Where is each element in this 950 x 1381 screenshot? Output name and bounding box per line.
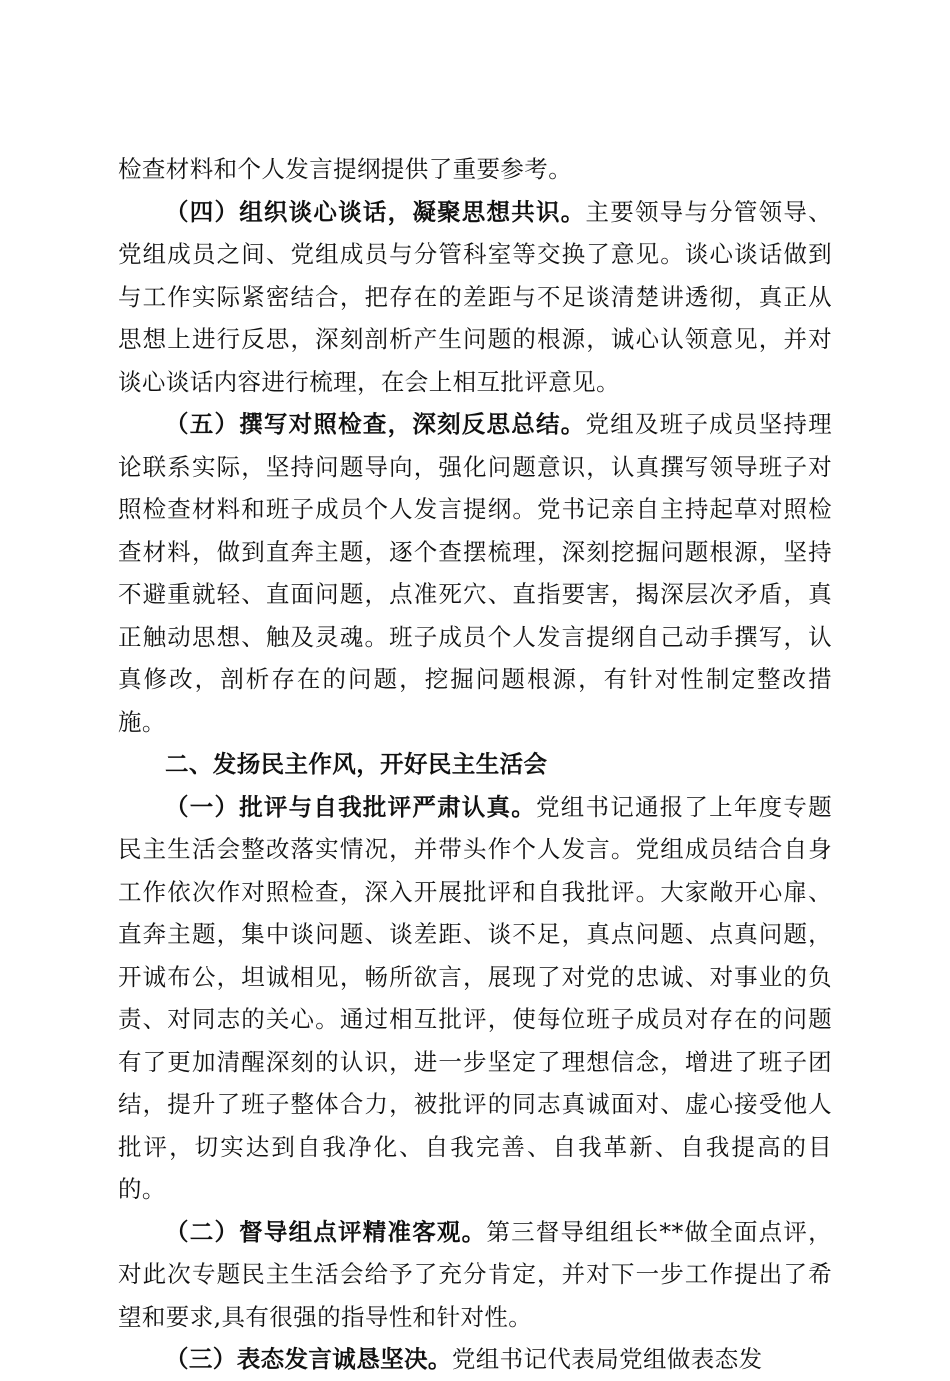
- sub-one-body: 党组书记通报了上年度专题民主生活会整改落实情况，并带头作个人发言。党组成员结合自身工作依次作对照检查，深入开展批评和自我批评。大家敞开心扉、直奔主题，集中谈问题、谈差距、谈不足，真点问题、点真问题，开诚布公，坦诚相见，畅所欲言，展现了对党的忠诚、对事业的负责、对同志的关心。通过相互批评，使每位班子成员对存在的问题有了更加清醒深刻的认识，进一步坚定了理想信念，增进了班子团结，提升了班子整体合力，被批评的同志真诚面对、虚心接受他人批评，切实达到自我净化、自我完善、自我革新、自我提高的目的。: [118, 792, 832, 1203]
- paragraph-sub-two: [118, 1211, 832, 1339]
- paragraph-sub-one: [118, 786, 832, 1211]
- paragraph-sub-three: [118, 1338, 832, 1381]
- continuation-text: 检查材料和个人发言提纲提供了重要参考。: [118, 155, 573, 183]
- section-heading-two: 二、发扬民主作风，开好民主生活会: [165, 750, 548, 778]
- paragraph-section-five: [118, 403, 832, 743]
- paragraph-section-four: [118, 191, 832, 404]
- sub-two-body: 第三督导组组长**做全面点评，对此次专题民主生活会给予了充分肯定，并对下一步工作提出了希望和要求,具有很强的指导性和针对性。: [118, 1217, 833, 1331]
- continuation-paragraph: [118, 148, 832, 191]
- sub-three-lead: （三）表态发言诚恳坚决。: [165, 1345, 452, 1373]
- section-four-body: 主要领导与分管领导、党组成员之间、党组成员与分管科室等交换了意见。谈心谈话做到与工作实际紧密结合，把存在的差距与不足谈清楚讲透彻，真正从思想上进行反思，深刻剖析产生问题的根源，诚心认领意见，并对谈心谈话内容进行梳理，在会上相互批评意见。: [118, 197, 832, 396]
- sub-three-body: 党组书记代表局党组做表态发: [451, 1345, 763, 1373]
- section-four-lead: （四）组织谈心谈话，凝聚思想共识。: [165, 197, 586, 226]
- section-five-lead: （五）撰写对照检查，深刻反思总结。: [165, 410, 586, 438]
- section-five-body: 党组及班子成员坚持理论联系实际，坚持问题导向，强化问题意识，认真撰写领导班子对照检查材料和班子成员个人发言提纲。党书记亲自主持起草对照检查材料，做到直奔主题，逐个查摆梳理，深刻挖掘问题根源，坚持不避重就轻、直面问题，点准死穴、直指要害，揭深层次矛盾，真正触动思想、触及灵魂。班子成员个人发言提纲自己动手撰写，认真修改，剖析存在的问题，挖掘问题根源，有针对性制定整改措施。: [118, 410, 832, 736]
- sub-two-lead: （二）督导组点评精准客观。: [165, 1217, 487, 1246]
- sub-one-lead: （一）批评与自我批评严肃认真。: [165, 792, 537, 821]
